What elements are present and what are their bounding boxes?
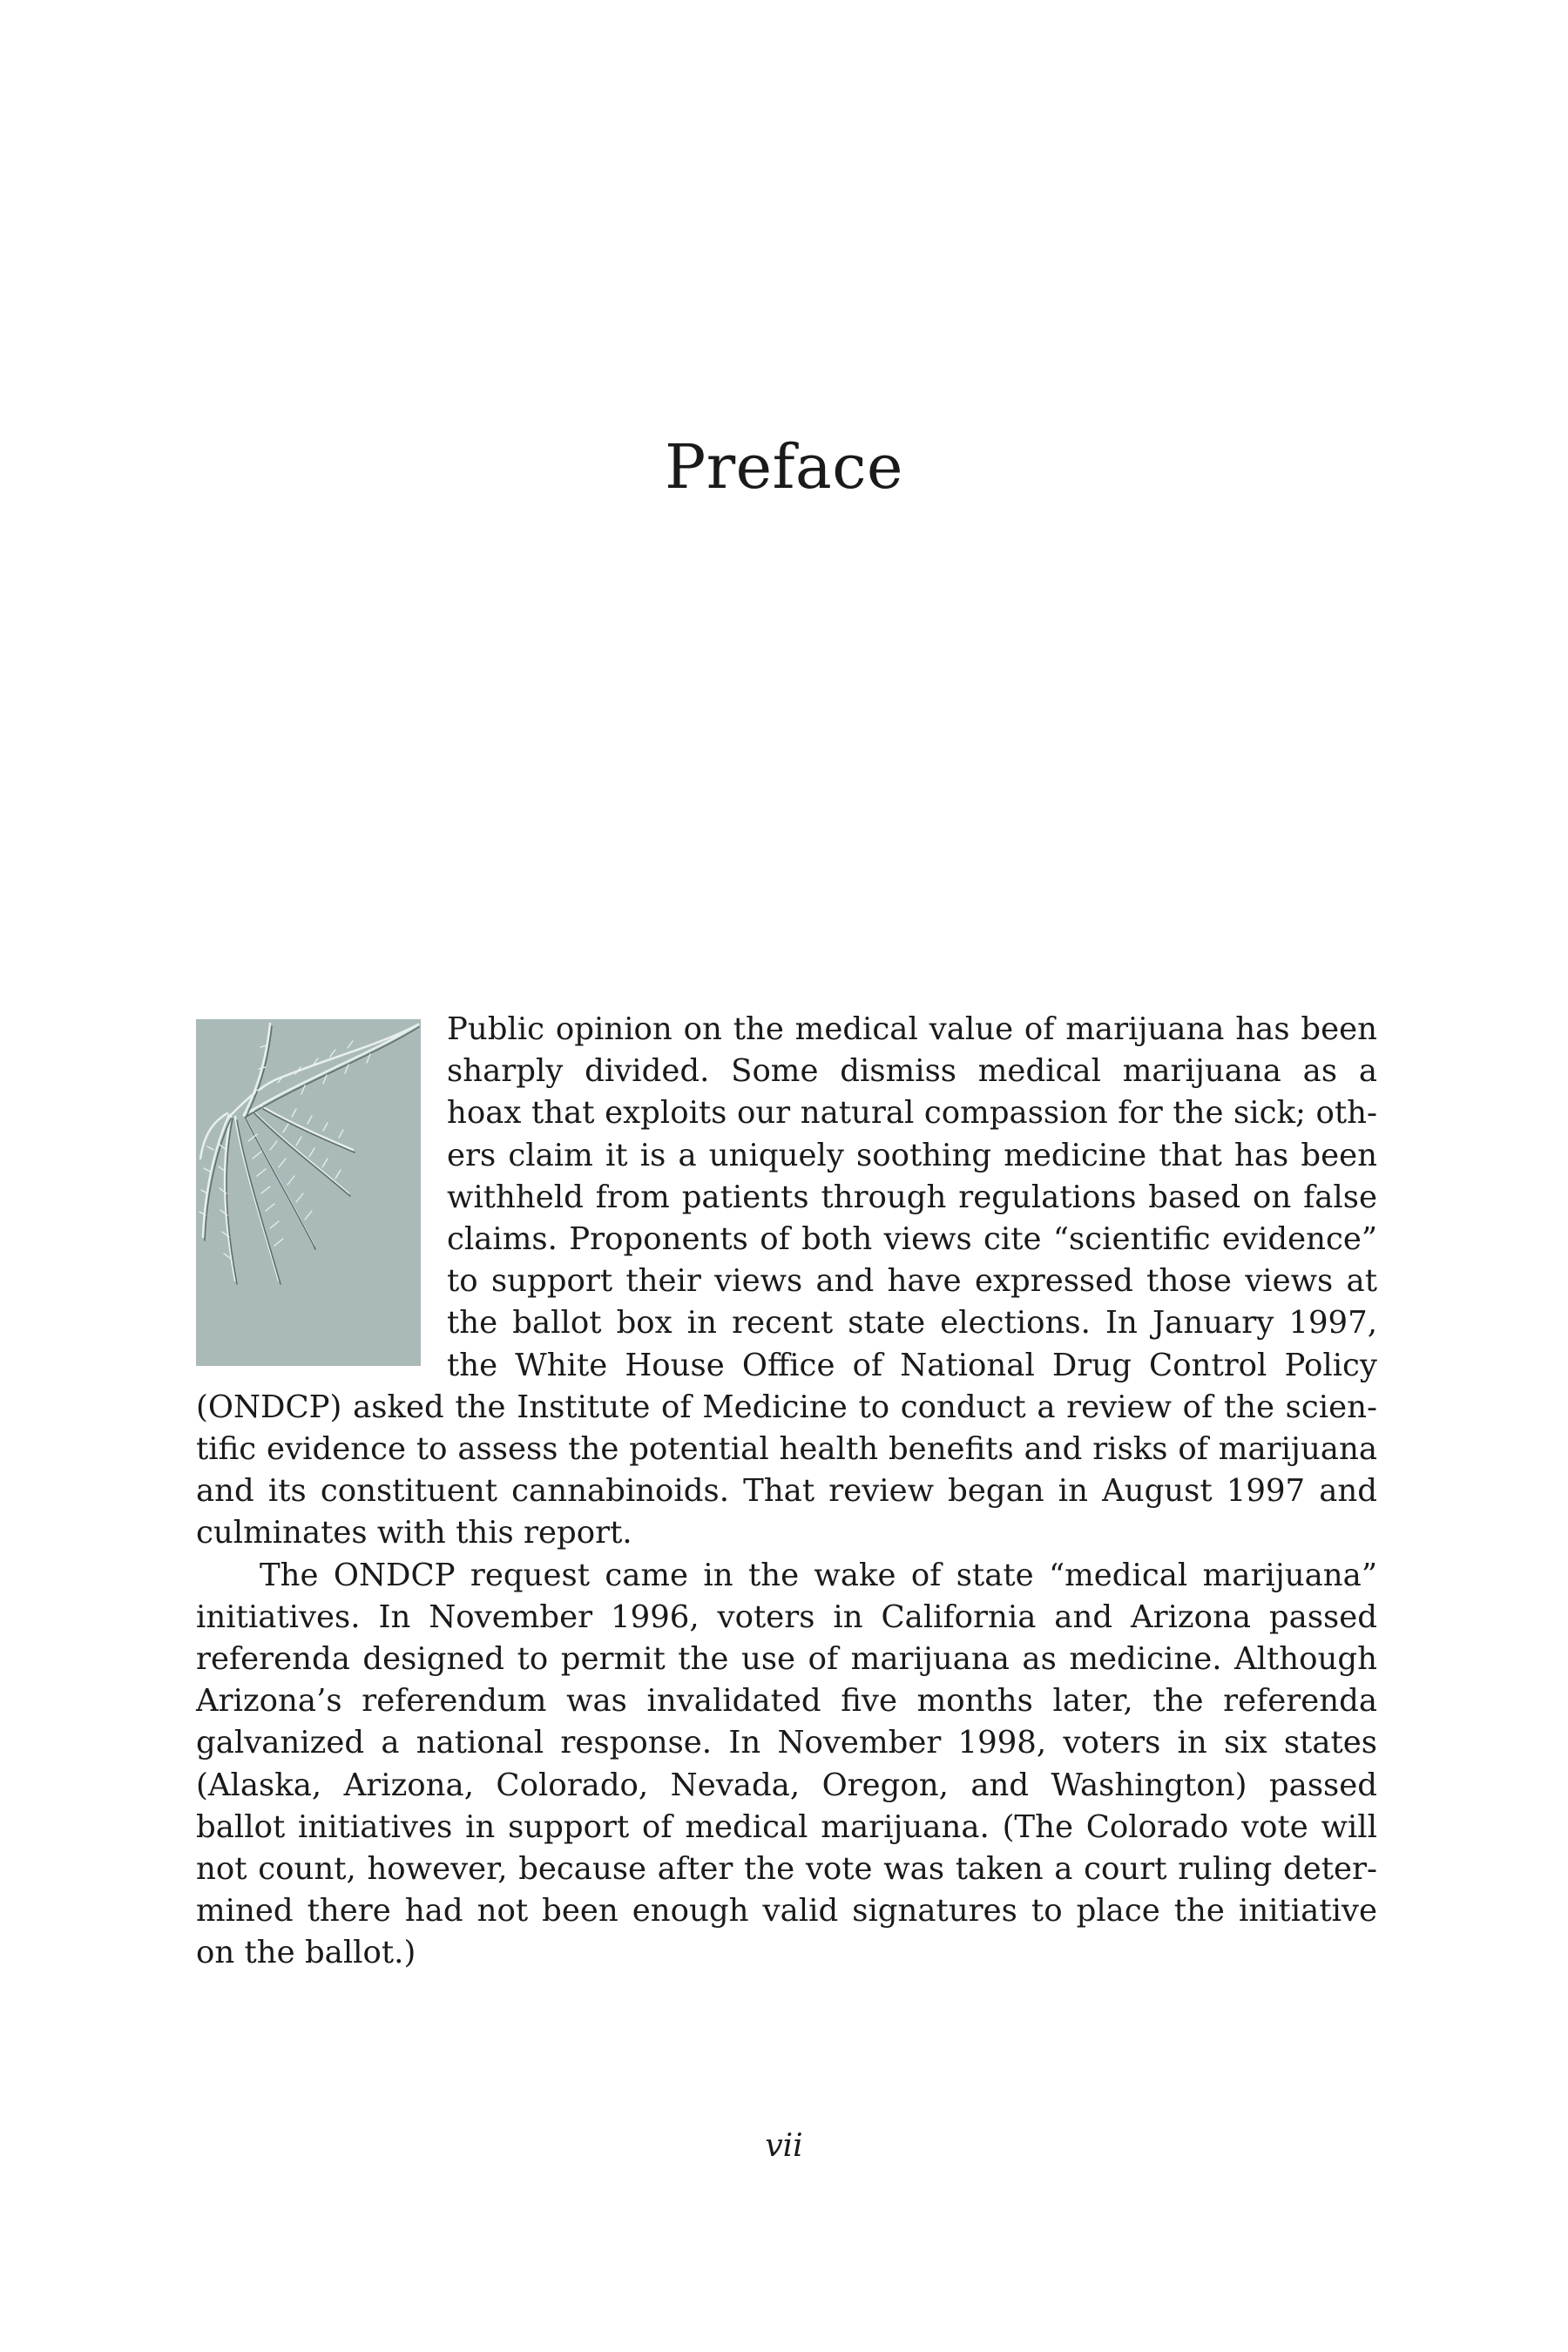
preface-paragraph-2: The ONDCP request came in the wake of state “medical marijuana” initiatives. In November 1996, voters in California and Arizona passed referenda designed to permit the use of marijuana as medicine. Although Arizona’s referendum was invalidated five months later, the referenda galvanized a national response. In November 1998, voters in six states (Alaska, Arizona, Colorado, Nevada, Oregon, and Washington) passed ballot initiatives in support of medical marijuana. (The Colorado vote will not count, however, because after the vote was taken a court ruling determined there had not been enough valid signatures to place the initiative on the ballot.) xyxy=(196,1557,1377,1971)
page-title: Preface xyxy=(665,431,903,503)
preface-paragraph-1: Public opinion on the medical value of marijuana has been sharply divided. Some dismiss medical marijuana as a hoax that exploits our natural compassion for the sick; others claim it is a uniquely soothing medicine that has been withheld from patients through regulations based on false claims. Proponents of both views cite “scientific evidence” to support their views and have expressed those views at the ballot box in recent state elections. In January 1997, the White House Office of National Drug Control Policy (ONDCP) asked the Institute of Medicine to conduct a review of the scientific evidence to assess the potential health benefits and risks of marijuana and its constituent cannabinoids. That review began in August 1997 and culminates with this report. xyxy=(196,1011,1377,1551)
page-number: vii xyxy=(765,2128,803,2164)
preface-body xyxy=(196,1009,1377,1975)
cannabis-leaf-icon xyxy=(196,1019,421,1366)
